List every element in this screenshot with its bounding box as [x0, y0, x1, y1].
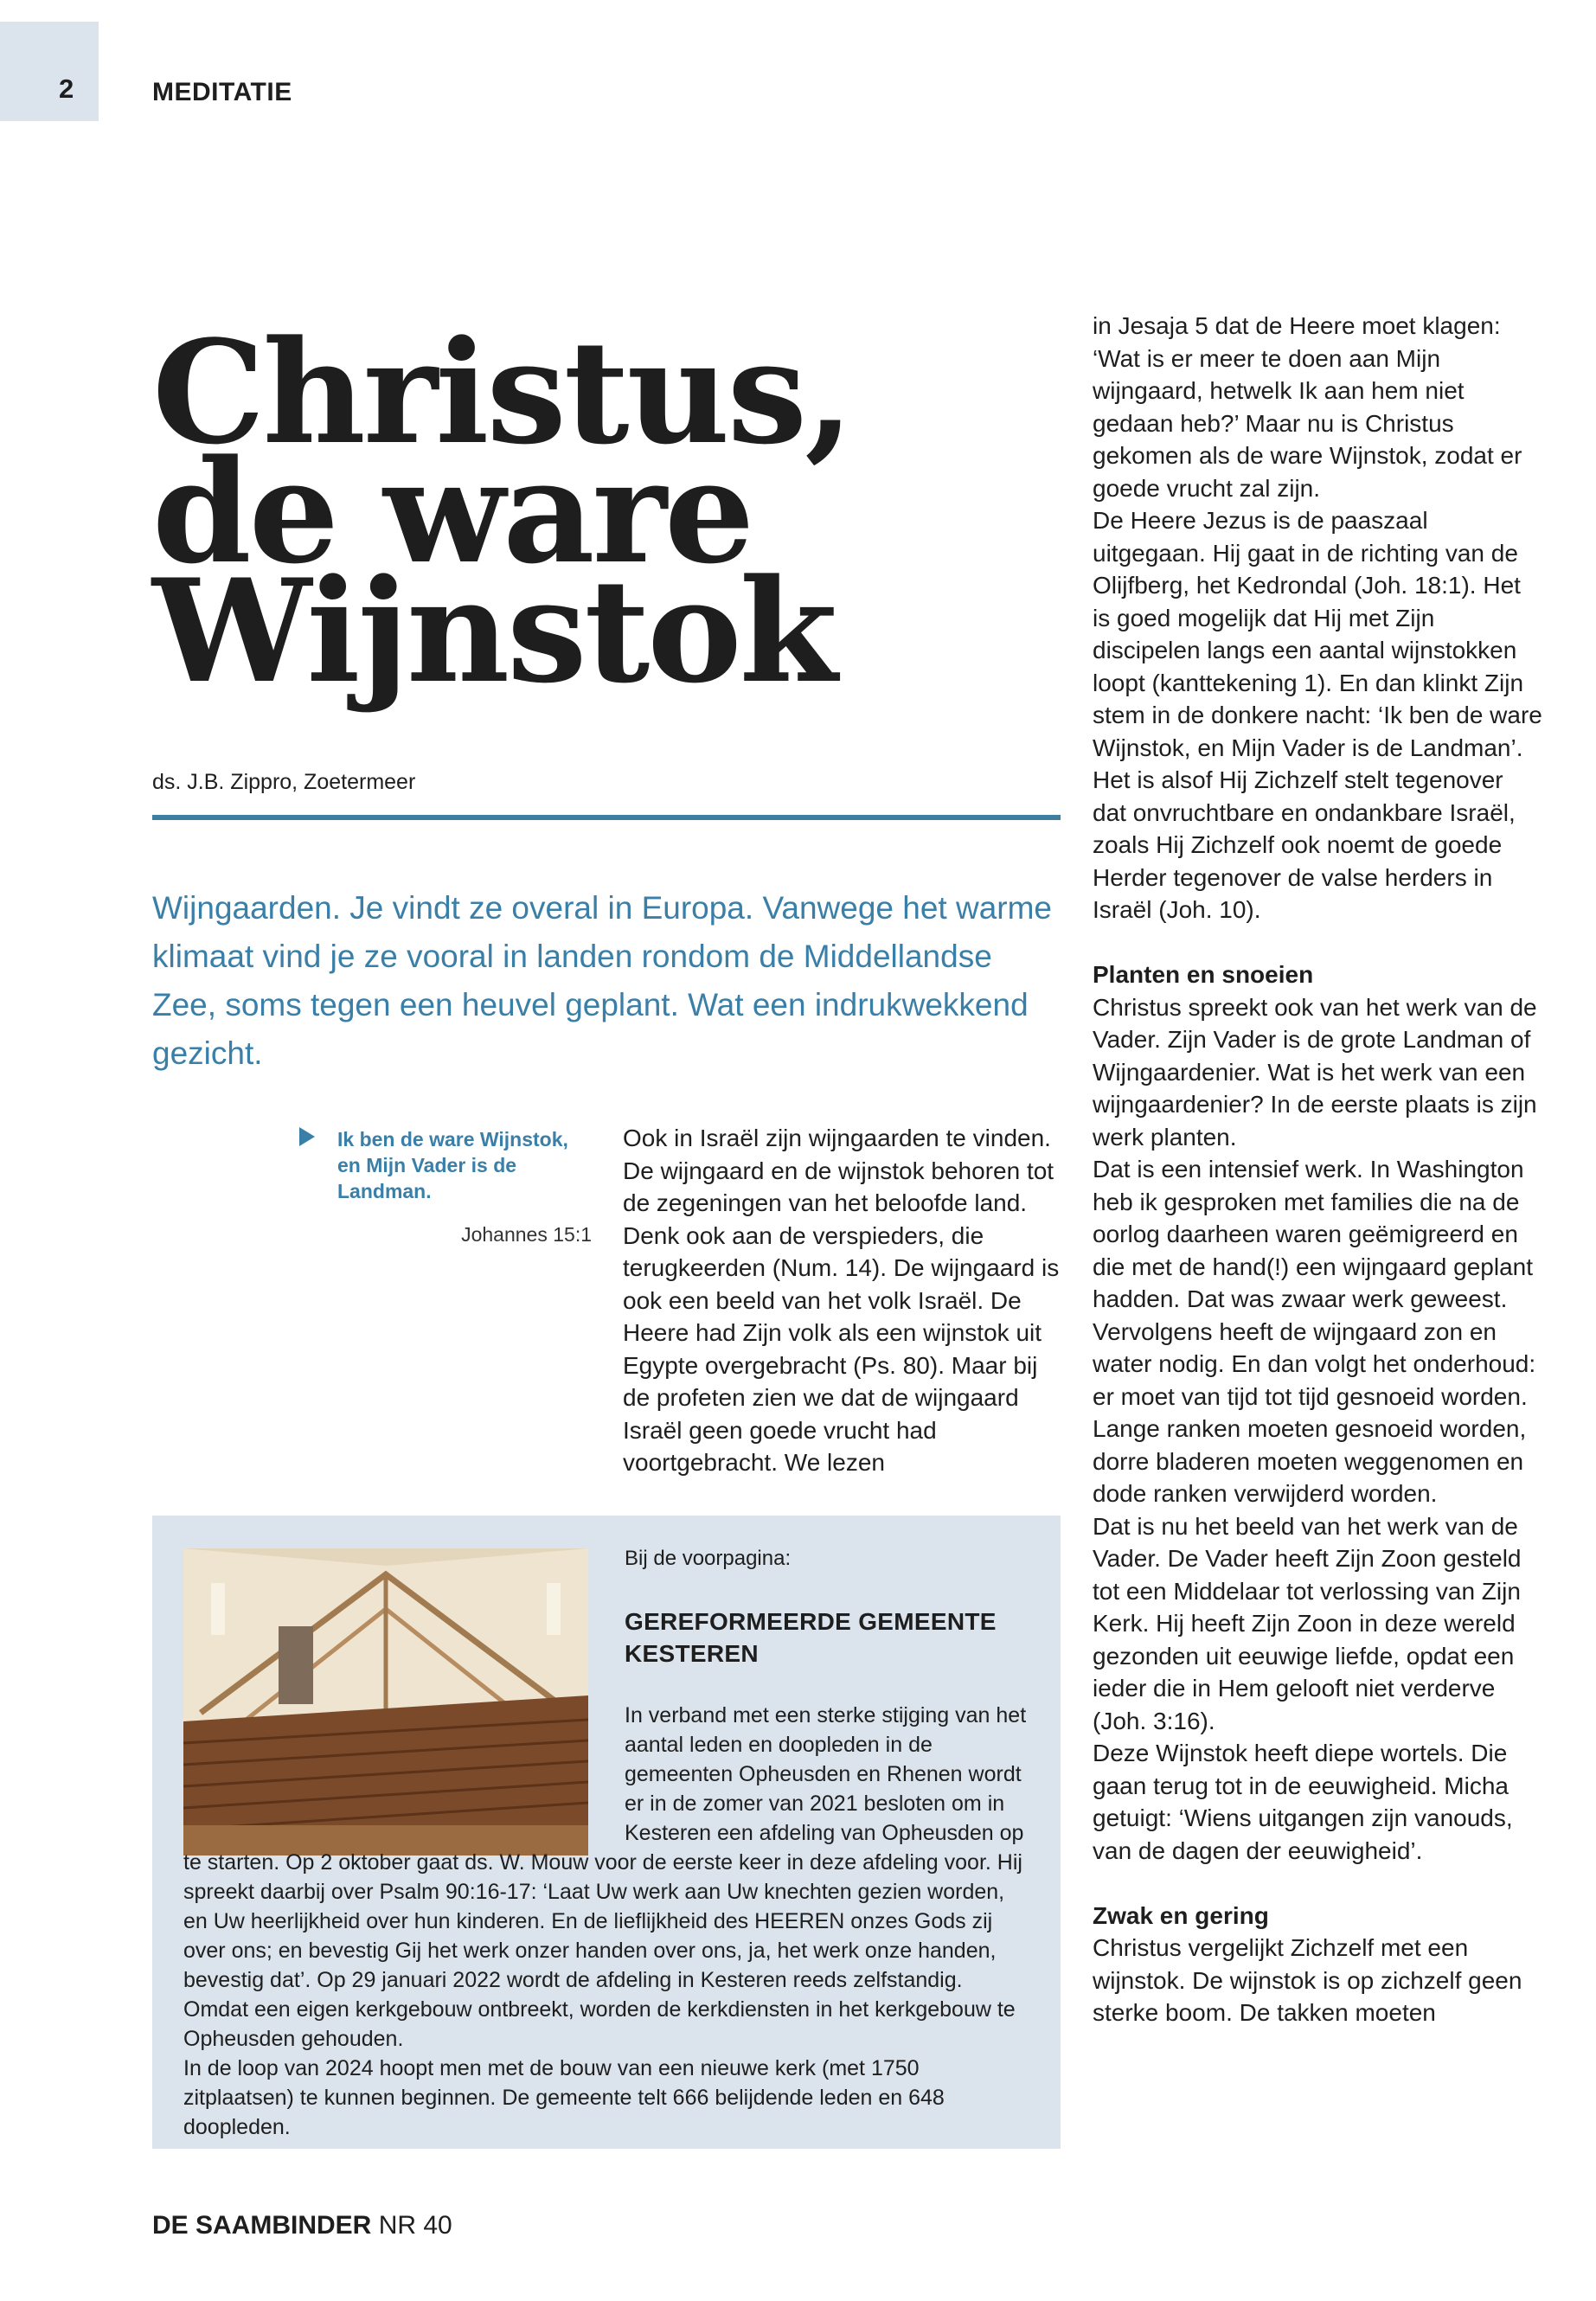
subheading: Planten en snoeien: [1093, 961, 1314, 988]
sidebar-paragraph: In de loop van 2024 hoopt men met de bouw van een nieuwe kerk (met 1750 zitplaatsen) te kunnen beginnen. De gemeente telt 666 belijdende leden en 648 doopleden.: [183, 2056, 945, 2139]
title-line-2: de ware: [152, 428, 753, 595]
intro-lead: Wijngaarden. Je vindt ze overal in Europa. Vanwege het warme klimaat vind je ze vooral in landen rondom de Middellandse Zee, soms tegen een heuvel geplant. Wat een indrukwekkend gezicht.: [152, 890, 1052, 1071]
paragraph: Christus vergelijkt Zichzelf met een wijnstok. De wijnstok is op zichzelf geen sterke boom. De takken moeten: [1093, 1934, 1522, 2026]
cover-info-box: [152, 1516, 1061, 2149]
paragraph: Dat is nu het beeld van het werk van de Vader. De Vader heeft Zijn Zoon gesteld tot een Middelaar tot verlossing van Zijn Kerk. Hij heeft Zijn Zoon in deze wereld gezonden uit eeuwige liefde, opdat een ieder die in Hem gelooft niet verderve (Joh. 3:16).: [1093, 1512, 1522, 1734]
title-line-1: Christus,: [152, 309, 852, 476]
paragraph: Dat is een intensief werk. In Washington heb ik gesproken met families die na de oorlog daarheen waren geëmigreerd en die met de hand(!) een wijngaard geplant hadden. Dat was zwaar werk geweest.: [1093, 1156, 1534, 1312]
article-title: [152, 309, 879, 715]
paragraph: in Jesaja 5 dat de Heere moet klagen: ‘Wat is er meer te doen aan Mijn wijngaard, hetwelk Ik aan hem niet gedaan heb?’ Maar nu is Christus gekomen als de ware Wijnstok, zodat er goede vrucht zal zijn.: [1093, 312, 1522, 502]
play-arrow-icon: [299, 1127, 315, 1146]
body-column-middle: Ook in Israël zijn wijngaarden te vinden. De wijngaard en de wijnstok behoren tot de zegeningen van het beloofde land. Denk ook aan de verspieders, die terugkeerden (Num. 14). De wijngaard is ook een beeld van het volk Israël. De Heere had Zijn volk als een wijnstok uit Egypte overgebracht (Ps. 80). Maar bij de profeten zien we dat de wijngaard Israël geen goede vrucht had voortgebracht. We lezen: [623, 1125, 1060, 1476]
paragraph: Vervolgens heeft de wijngaard zon en water nodig. En dan volgt het onderhoud: er moet van tijd tot tijd gesnoeid worden. Lange ranken moeten gesnoeid worden, dorre bladeren moeten weggenomen en dode ranken verwijderd worden.: [1093, 1317, 1536, 1507]
pull-quote: Ik ben de ware Wijnstok, en Mijn Vader is de Landman.: [337, 1128, 568, 1202]
paragraph: Christus spreekt ook van het werk van de Vader. Zijn Vader is de grote Landman of Wijngaardenier. Wat is het werk van een wijngaardenier? In de eerste plaats is zijn werk planten.: [1093, 993, 1537, 1150]
publication-name: DE SAAMBINDER: [152, 2211, 372, 2240]
title-line-3: Wijnstok: [152, 548, 836, 715]
page-number: 2: [59, 74, 74, 104]
sidebar-label: Bij de voorpagina:: [625, 1547, 792, 1570]
issue-number: NR 40: [378, 2211, 452, 2240]
footer: [152, 2211, 452, 2240]
paragraph: Deze Wijnstok heeft diepe wortels. Die gaan terug tot in de eeuwigheid. Micha getuigt: ‘Wiens uitgangen zijn vanouds, van de dagen der eeuwigheid’.: [1093, 1740, 1513, 1864]
page-number-tab: [0, 22, 99, 121]
pull-quote-reference: Johannes 15:1: [461, 1223, 592, 1246]
subheading: Zwak en gering: [1093, 1901, 1269, 1929]
sidebar-heading: GEREFORMEERDE GEMEENTE KESTEREN: [625, 1608, 997, 1667]
body-column-right: [1093, 310, 1542, 2029]
paragraph: De Heere Jezus is de paaszaal uitgegaan. Hij gaat in de richting van de Olijfberg, het Kedrondal (Joh. 18:1). Het is goed mogelijk dat Hij met Zijn discipelen langs een aantal wijnstokken loopt (kanttekening 1). En dan klinkt Zijn stem in de donkere nacht: ‘Ik ben de ware Wijnstok, en Mijn Vader is de Landman’. Het is alsof Hij Zichzelf stelt tegenover dat onvruchtbare en ondankbare Israël, zoals Hij Zichzelf ook noemt de goede Herder tegenover de valse herders in Israël (Joh. 10).: [1093, 507, 1542, 923]
author-byline: ds. J.B. Zippro, Zoetermeer: [152, 770, 416, 794]
sidebar-body: [183, 1701, 1029, 2142]
sidebar-paragraph: In verband met een sterke stijging van het aantal leden en doopleden in de gemeenten Opheusden en Rhenen wordt er in de zomer van 2021 besloten om in Kesteren een afdeling van Opheusden op te starten. Op 2 oktober gaat ds. W. Mouw voor de eerste keer in deze afdeling voor. Hij spreekt daarbij over Psalm 90:16-17: ‘Laat Uw werk aan Uw knechten gezien worden, en Uw heerlijkheid over hun kinderen. En de lieflijkheid des HEEREN onzes Gods zij over ons; en bevestig Gij het werk onzer handen over ons, ja, het werk onze handen, bevestig dat’. Op 29 januari 2022 wordt de afdeling in Kesteren reeds zelfstandig. Omdat een eigen kerkgebouw ontbreekt, worden de kerkdiensten in het kerkgebouw te Opheusden gehouden.: [183, 1703, 1027, 2051]
section-label: MEDITATIE: [152, 78, 292, 106]
title-divider: [152, 815, 1061, 820]
